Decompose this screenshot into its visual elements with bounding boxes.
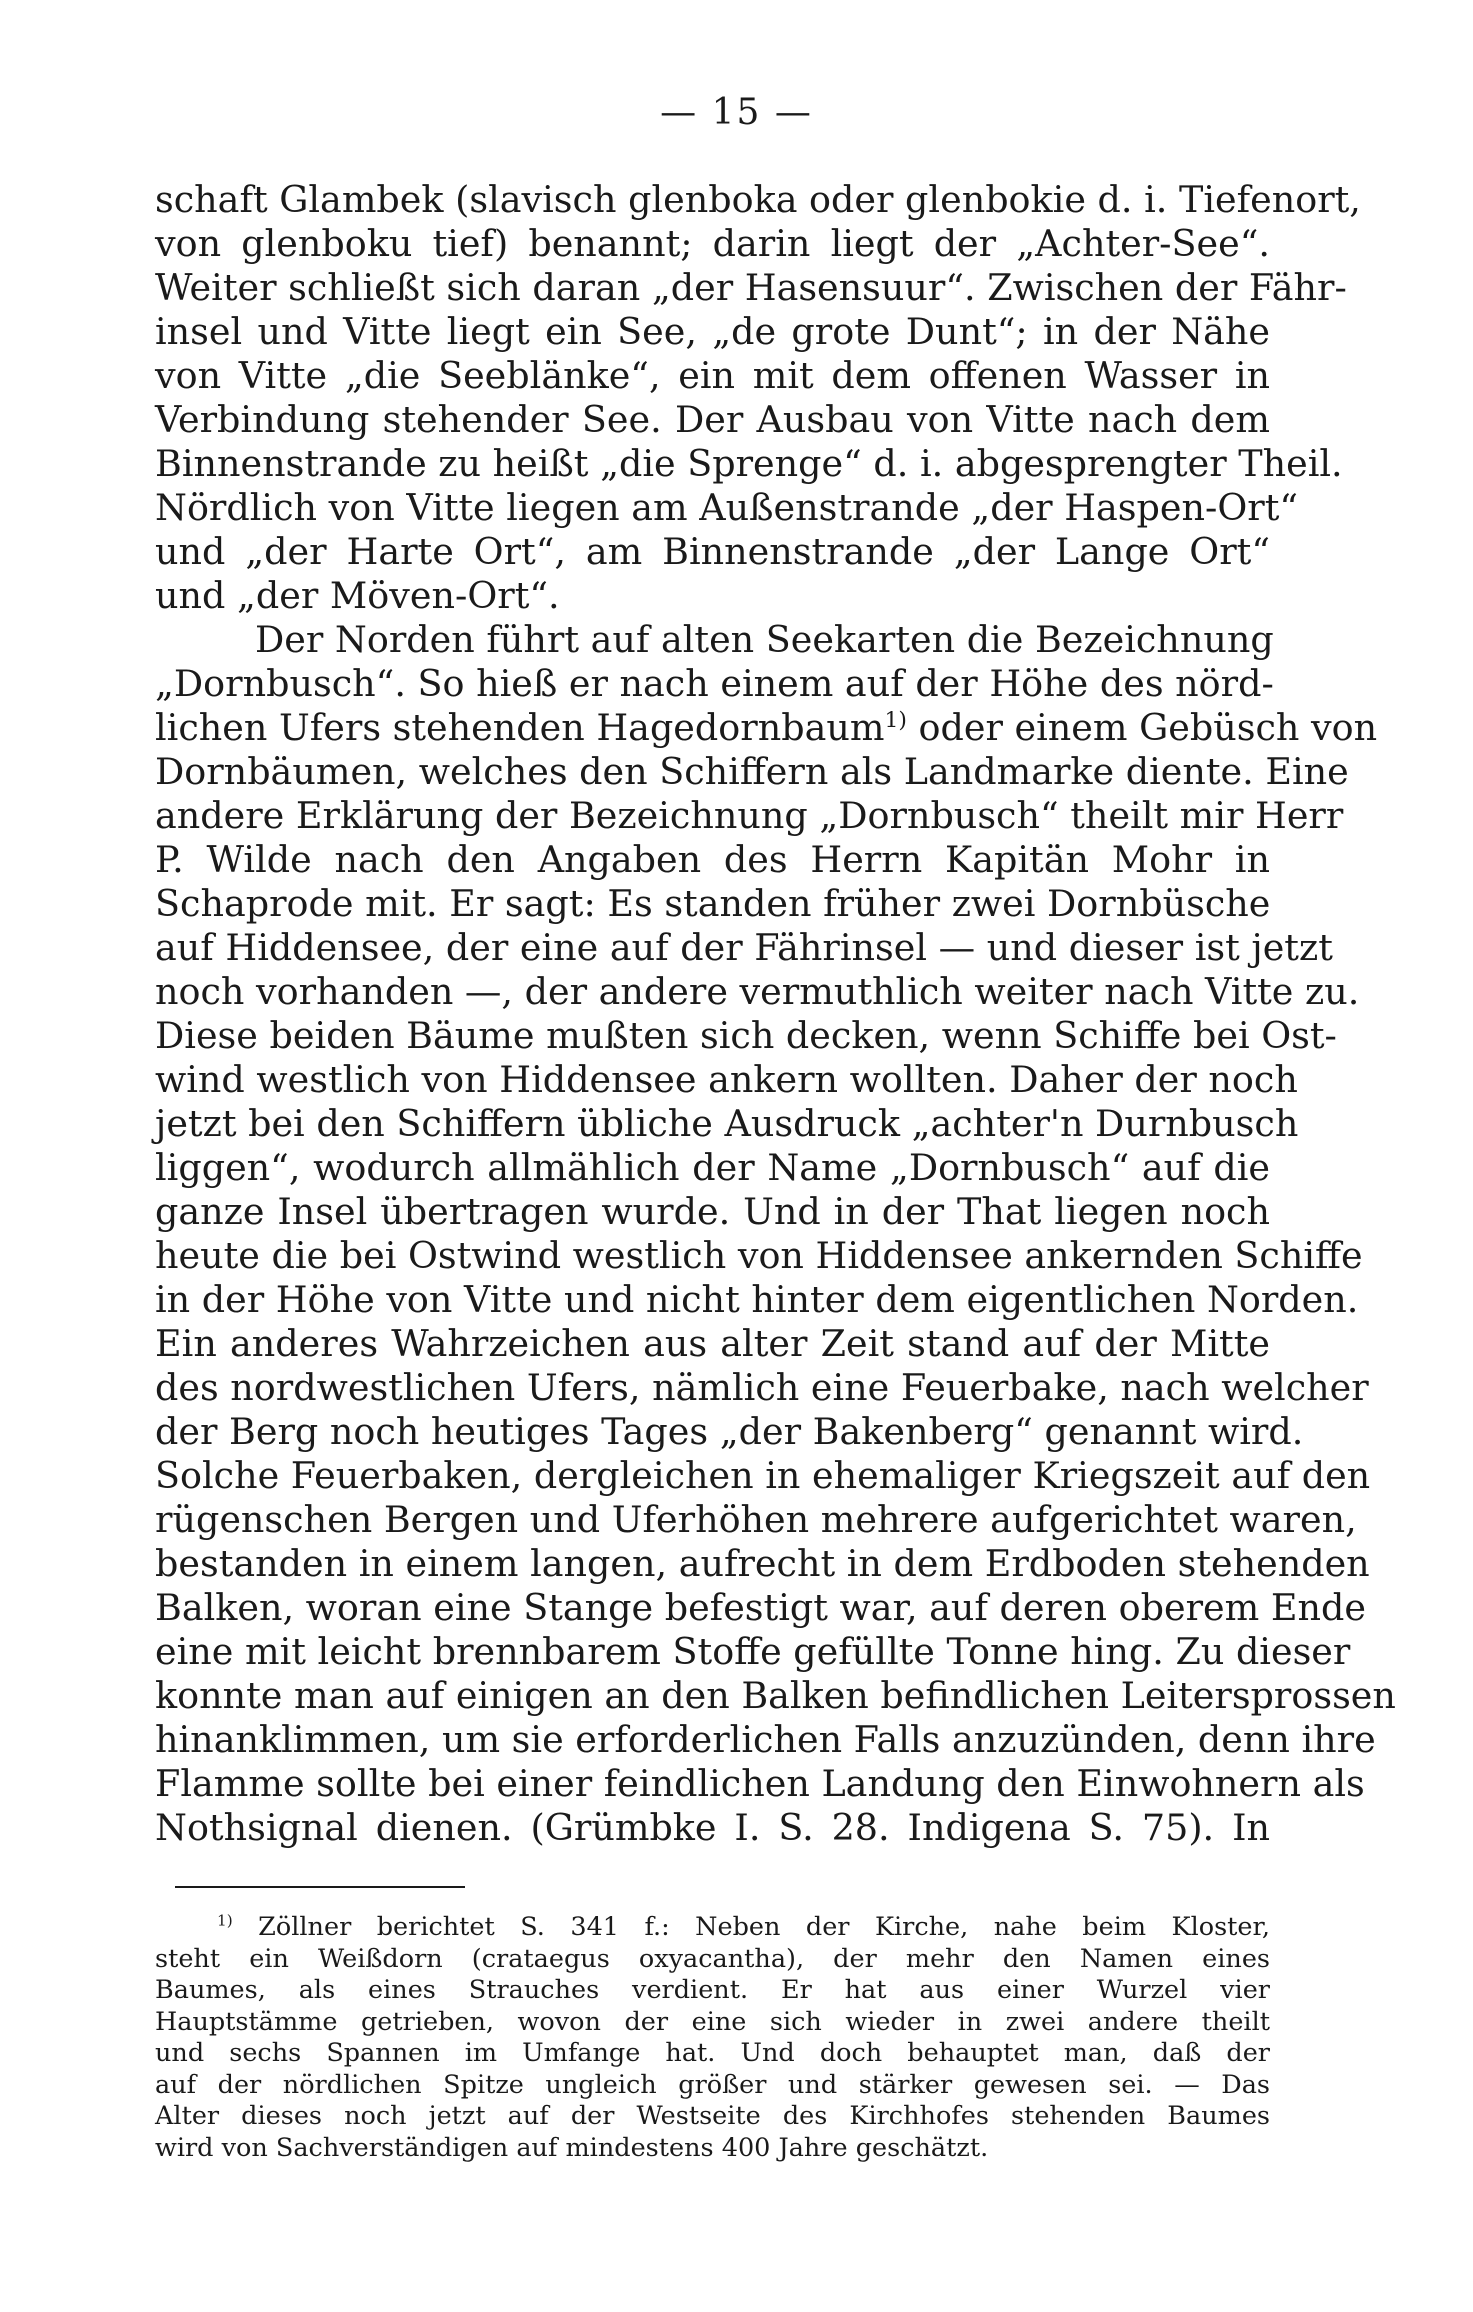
text-line: des nordwestlichen Ufers, nämlich eine Feuerbake, nach welcher [155,1366,1369,1409]
text-line: Flamme sollte bei einer feindlichen Landung den Einwohnern als [155,1762,1365,1805]
text-line: auf Hiddensee, der eine auf der Fährinsel — und dieser ist jetzt [155,926,1333,969]
text-line: konnte man auf einigen an den Balken befindlichen Leitersprossen [155,1674,1396,1717]
footnote-divider [175,1886,465,1888]
text-line: Der Norden führt auf alten Seekarten die Bezeichnung [255,618,1274,661]
text-line: der Berg noch heutiges Tages „der Bakenberg“ genannt wird. [155,1410,1304,1453]
footnote-line: steht ein Weißdorn (crataegus oxyacantha), der mehr den Namen eines [155,1943,1270,1974]
page-number-header: — 15 — [660,92,813,133]
text-line: Schaprode mit. Er sagt: Es standen früher zwei Dornbüsche [155,882,1271,925]
text-line: Solche Feuerbaken, dergleichen in ehemaliger Kriegszeit auf den [155,1454,1371,1497]
text-line: Ein anderes Wahrzeichen aus alter Zeit stand auf der Mitte [155,1322,1270,1365]
text-line: insel und Vitte liegt ein See, „de grote Dunt“; in der Nähe [155,310,1270,353]
text-line: von glenboku tief) benannt; darin liegt der „Achter-See“. [155,222,1270,265]
footnote-line: Baumes, als eines Strauches verdient. Er hat aus einer Wurzel vier [155,1975,1270,2005]
text-line: Nördlich von Vitte liegen am Außenstrande „der Haspen-Ort“ [155,486,1299,529]
text-line: bestanden in einem langen, aufrecht in dem Erdboden stehenden [155,1542,1370,1585]
text-line: ganze Insel übertragen wurde. Und in der That liegen noch [155,1190,1270,1233]
footnote-line: Alter dieses noch jetzt auf der Westseite des Kirchhofes stehenden Baumes [155,2101,1270,2131]
text-line: schaft Glambek (slavisch glenboka oder glenbokie d. i. Tiefenort, [155,178,1361,221]
text-line: und „der Möven-Ort“. [155,574,560,617]
text-line: Balken, woran eine Stange befestigt war, auf deren oberem Ende [155,1586,1366,1629]
text-line: Weiter schließt sich daran „der Hasensuur“. Zwischen der Fähr- [155,266,1347,309]
text-line: Binnenstrande zu heißt „die Sprenge“ d. i. abgesprengter Theil. [155,442,1343,485]
text-line: wind westlich von Hiddensee ankern wollten. Daher der noch [155,1058,1298,1101]
footnote-marker: 1) [217,1911,233,1930]
footnote-line: und sechs Spannen im Umfange hat. Und doch behauptet man, daß der [155,2038,1270,2068]
text-line: und „der Harte Ort“, am Binnenstrande „der Lange Ort“ [155,530,1270,573]
text-line: Nothsignal dienen. (Grümbke I. S. 28. Indigena S. 75). In [155,1806,1270,1849]
text-line: heute die bei Ostwind westlich von Hiddensee ankernden Schiffe [155,1234,1363,1277]
text-segment: lichen Ufers stehenden Hagedornbaum [155,706,885,749]
text-line: von Vitte „die Seeblänke“, ein mit dem offenen Wasser in [155,354,1270,397]
text-line: andere Erklärung der Bezeichnung „Dornbusch“ theilt mir Herr [155,794,1344,837]
text-line [155,706,1378,750]
footnote-line: Hauptstämme getrieben, wovon der eine sich wieder in zwei andere theilt [155,2006,1270,2037]
text-line: Verbindung stehender See. Der Ausbau von Vitte nach dem [155,398,1270,441]
footnote-line: wird von Sachverständigen auf mindestens 400 Jahre geschätzt. [155,2132,989,2163]
footnotes [155,1912,1270,2164]
text-segment: Zöllner berichtet S. 341 f.: Neben der Kirche, nahe beim Kloster, [258,1912,1270,1942]
text-line: liggen“, wodurch allmählich der Name „Dornbusch“ auf die [155,1146,1270,1189]
text-segment: oder einem Gebüsch von [906,706,1378,749]
footnote-line [155,1912,1270,1944]
text-line: in der Höhe von Vitte und nicht hinter dem eigentlichen Norden. [155,1278,1359,1321]
footnote-line: auf der nördlichen Spitze ungleich größer und stärker gewesen sei. — Das [155,2069,1270,2100]
text-line: P. Wilde nach den Angaben des Herrn Kapitän Mohr in [155,838,1270,881]
text-line: „Dornbusch“. So hieß er nach einem auf der Höhe des nörd- [155,662,1274,705]
body-text [155,178,1396,1850]
text-line: Diese beiden Bäume mußten sich decken, wenn Schiffe bei Ost- [155,1014,1337,1057]
text-line: Dornbäumen, welches den Schiffern als Landmarke diente. Eine [155,750,1349,793]
text-line: rügenschen Bergen und Uferhöhen mehrere aufgerichtet waren, [155,1498,1357,1541]
text-line: noch vorhanden —, der andere vermuthlich weiter nach Vitte zu. [155,970,1360,1013]
text-line: hinanklimmen, um sie erforderlichen Falls anzuzünden, denn ihre [155,1718,1376,1761]
text-line: jetzt bei den Schiffern übliche Ausdruck „achter'n Durnbusch [155,1102,1299,1145]
footnote-reference: 1) [884,707,907,733]
text-line: eine mit leicht brennbarem Stoffe gefüllte Tonne hing. Zu dieser [155,1630,1351,1673]
